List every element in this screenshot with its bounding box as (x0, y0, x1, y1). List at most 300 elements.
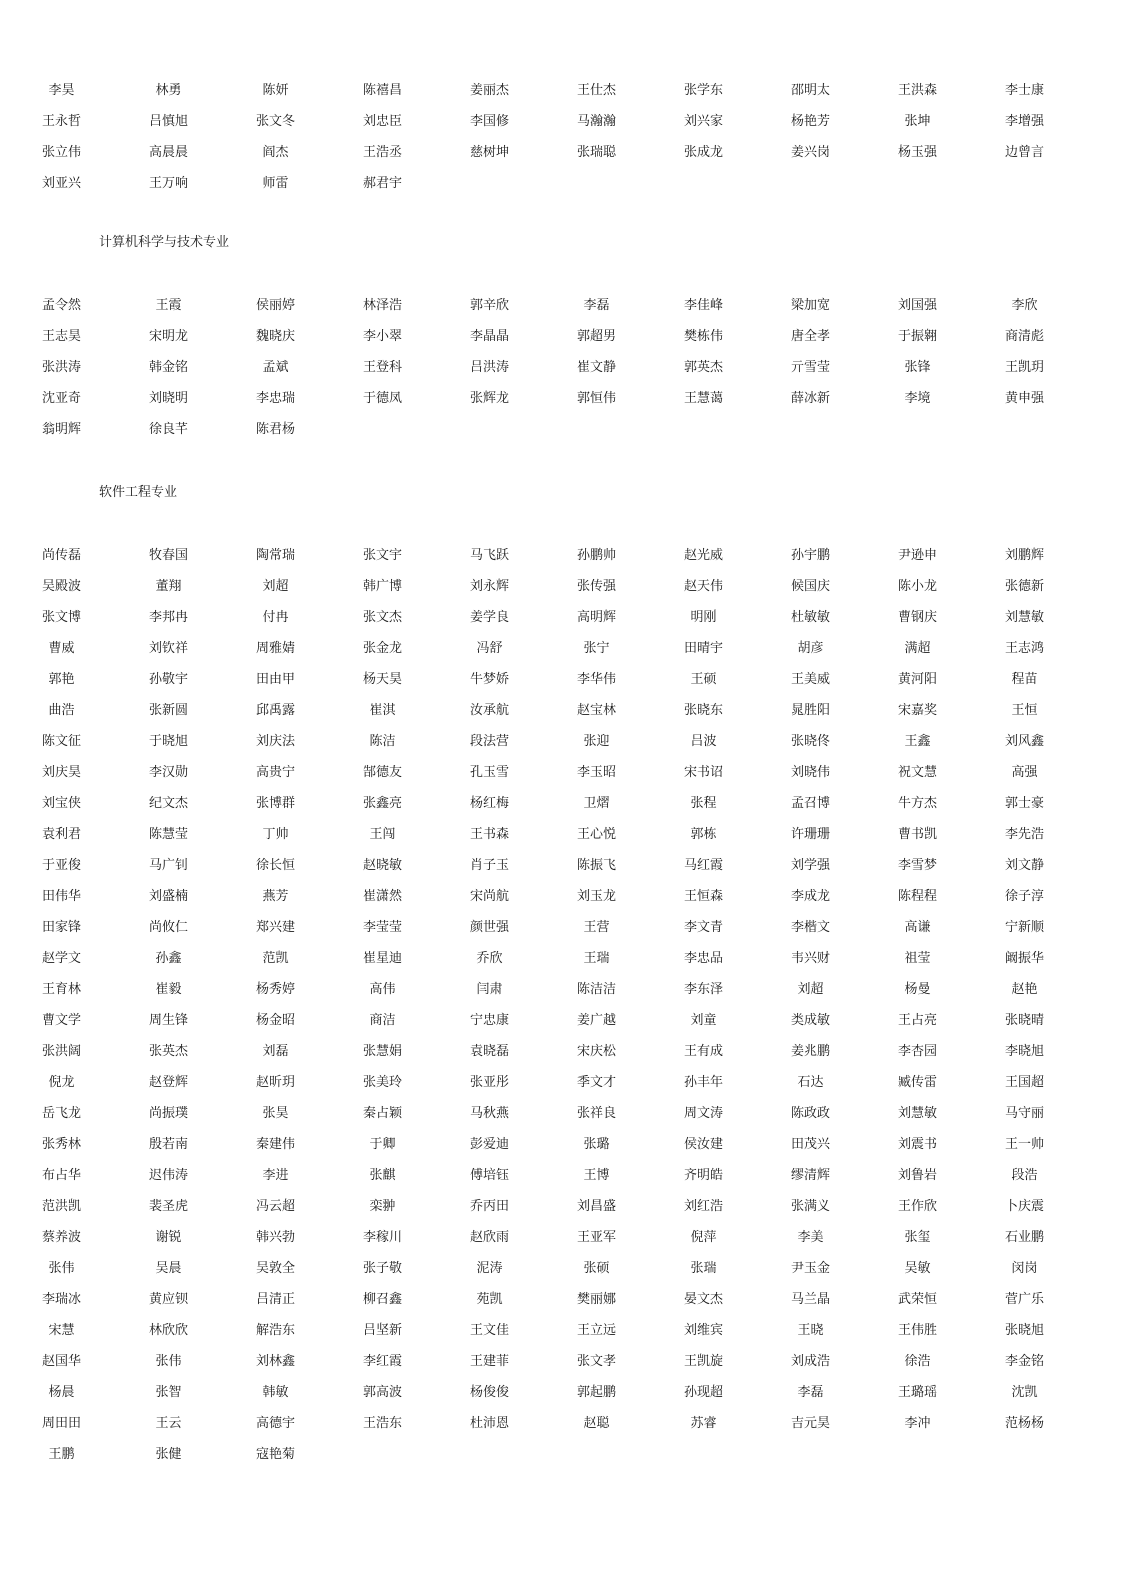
name-cell: 郭栋 (690, 827, 717, 842)
name-cell: 牧春国 (148, 548, 188, 563)
name-cell: 张文博 (41, 610, 81, 625)
name-cell: 张子敬 (362, 1261, 402, 1276)
name-cell: 刘慧敏 (897, 1106, 937, 1121)
name-cell: 崔文静 (576, 360, 616, 375)
name-cell: 高晨晨 (148, 145, 188, 160)
name-cell: 李佳峰 (683, 298, 723, 313)
name-cell: 宋庆松 (576, 1044, 616, 1059)
name-cell: 李晓旭 (1004, 1044, 1044, 1059)
name-cell: 高谦 (904, 920, 931, 935)
name-cell: 杨艳芳 (790, 114, 830, 129)
name-cell: 迟伟涛 (148, 1168, 188, 1183)
name-cell: 郭英杰 (683, 360, 723, 375)
name-cell: 郭起鹏 (576, 1385, 616, 1400)
name-cell: 柳召鑫 (362, 1292, 402, 1307)
name-cell: 张文冬 (255, 114, 295, 129)
name-cell: 李成龙 (790, 889, 830, 904)
name-cell: 陈洁 (369, 734, 396, 749)
name-cell: 王鹏 (48, 1447, 75, 1462)
name-cell: 段法营 (469, 734, 509, 749)
name-cell: 李进 (262, 1168, 289, 1183)
name-cell: 秦建伟 (255, 1137, 295, 1152)
name-cell: 张英杰 (148, 1044, 188, 1059)
name-cell: 徐子淳 (1004, 889, 1044, 904)
name-cell: 李汉勋 (148, 765, 188, 780)
name-cell: 刘晓伟 (790, 765, 830, 780)
name-cell: 孙鑫 (155, 951, 182, 966)
name-cell: 苑凯 (476, 1292, 503, 1307)
name-cell: 张金龙 (362, 641, 402, 656)
name-cell: 梁加宽 (790, 298, 830, 313)
name-cell: 臧传雷 (897, 1075, 937, 1090)
name-cell: 韩敏 (262, 1385, 289, 1400)
name-cell: 李忠品 (683, 951, 723, 966)
name-cell: 王伟胜 (897, 1323, 937, 1338)
name-cell: 郑兴建 (255, 920, 295, 935)
name-cell: 李士康 (1004, 83, 1044, 98)
name-cell: 张洪涛 (41, 360, 81, 375)
name-cell: 王鑫 (904, 734, 931, 749)
name-cell: 周雅婧 (255, 641, 295, 656)
name-cell: 周生锋 (148, 1013, 188, 1028)
name-cell: 姜兆鹏 (790, 1044, 830, 1059)
name-cell: 李华伟 (576, 672, 616, 687)
name-cell: 陈小龙 (897, 579, 937, 594)
name-cell: 吕清正 (255, 1292, 295, 1307)
name-cell: 杨秀婷 (255, 982, 295, 997)
name-cell: 王云 (155, 1416, 182, 1431)
name-cell: 纪文杰 (148, 796, 188, 811)
name-cell: 刘国强 (897, 298, 937, 313)
name-cell: 范凯 (262, 951, 289, 966)
name-cell: 程苗 (1011, 672, 1038, 687)
name-cell: 尚攸仁 (148, 920, 188, 935)
name-cell: 倪萍 (690, 1230, 717, 1245)
name-cell: 刘钦祥 (148, 641, 188, 656)
name-cell: 牛梦娇 (469, 672, 509, 687)
name-cell: 张程 (690, 796, 717, 811)
name-cell: 张硕 (583, 1261, 610, 1276)
name-cell: 刘成浩 (790, 1354, 830, 1369)
name-cell: 傅培钰 (469, 1168, 509, 1183)
name-cell: 尚传磊 (41, 548, 81, 563)
name-cell: 明刚 (690, 610, 717, 625)
name-cell: 高强 (1011, 765, 1038, 780)
name-cell: 吕波 (690, 734, 717, 749)
name-cell: 商洁 (369, 1013, 396, 1028)
name-cell: 郭艳 (48, 672, 75, 687)
name-cell: 张昊 (262, 1106, 289, 1121)
name-cell: 范洪凯 (41, 1199, 81, 1214)
name-cell: 于亚俊 (41, 858, 81, 873)
name-cell: 李文青 (683, 920, 723, 935)
name-cell: 菅广乐 (1004, 1292, 1044, 1307)
name-cell: 岳飞龙 (41, 1106, 81, 1121)
name-cell: 邵明太 (790, 83, 830, 98)
name-cell: 刘宝侠 (41, 796, 81, 811)
name-cell: 齐明皓 (683, 1168, 723, 1183)
name-cell: 李忠瑞 (255, 391, 295, 406)
name-cell: 刘晓明 (148, 391, 188, 406)
name-cell: 于振翱 (897, 329, 937, 344)
name-cell: 宋尚航 (469, 889, 509, 904)
name-cell: 尹逊申 (897, 548, 937, 563)
name-cell: 王立远 (576, 1323, 616, 1338)
name-cell: 张文宇 (362, 548, 402, 563)
name-cell: 刘磊 (262, 1044, 289, 1059)
name-cell: 王恒森 (683, 889, 723, 904)
name-cell: 刘鲁岩 (897, 1168, 937, 1183)
name-cell: 张瑞聪 (576, 145, 616, 160)
name-cell: 牛方杰 (897, 796, 937, 811)
name-cell: 张立伟 (41, 145, 81, 160)
name-cell: 张文杰 (362, 610, 402, 625)
name-cell: 赵宝林 (576, 703, 616, 718)
name-cell: 李玉昭 (576, 765, 616, 780)
name-cell: 郭恒伟 (576, 391, 616, 406)
name-cell: 崔毅 (155, 982, 182, 997)
name-cell: 刘风鑫 (1004, 734, 1044, 749)
name-cell: 沈亚奇 (41, 391, 81, 406)
name-cell: 赵光威 (683, 548, 723, 563)
name-cell: 宋书诏 (683, 765, 723, 780)
name-cell: 张迎 (583, 734, 610, 749)
name-cell: 林泽浩 (362, 298, 402, 313)
name-cell: 王万响 (148, 176, 188, 191)
name-cell: 杜沛恩 (469, 1416, 509, 1431)
name-cell: 尚振璞 (148, 1106, 188, 1121)
name-cell: 高德宇 (255, 1416, 295, 1431)
name-cell: 张瑞 (690, 1261, 717, 1276)
name-cell: 李增强 (1004, 114, 1044, 129)
name-cell: 王书森 (469, 827, 509, 842)
name-cell: 张文孝 (576, 1354, 616, 1369)
name-cell: 吴殿波 (41, 579, 81, 594)
name-cell: 姜学良 (469, 610, 509, 625)
name-cell: 苏睿 (690, 1416, 717, 1431)
name-cell: 侯汝建 (683, 1137, 723, 1152)
name-cell: 赵学文 (41, 951, 81, 966)
name-cell: 张美玲 (362, 1075, 402, 1090)
name-cell: 寇艳菊 (255, 1447, 295, 1462)
name-cell: 张健 (155, 1447, 182, 1462)
name-cell: 冯舒 (476, 641, 503, 656)
section-heading-software-engineering: 软件工程专业 (99, 485, 178, 500)
name-cell: 吴敏 (904, 1261, 931, 1276)
name-cell: 冯云超 (255, 1199, 295, 1214)
name-cell: 张鑫亮 (362, 796, 402, 811)
name-cell: 张成龙 (683, 145, 723, 160)
name-cell: 曹威 (48, 641, 75, 656)
name-cell: 解浩东 (255, 1323, 295, 1338)
name-cell: 王登科 (362, 360, 402, 375)
name-cell: 肖子玉 (469, 858, 509, 873)
name-cell: 周文涛 (683, 1106, 723, 1121)
name-cell: 王心悦 (576, 827, 616, 842)
name-cell: 王有成 (683, 1044, 723, 1059)
name-cell: 杜敏敏 (790, 610, 830, 625)
name-cell: 燕芳 (262, 889, 289, 904)
name-cell: 王国超 (1004, 1075, 1044, 1090)
name-cell: 武荣恒 (897, 1292, 937, 1307)
name-cell: 王永哲 (41, 114, 81, 129)
name-cell: 王凯玥 (1004, 360, 1044, 375)
name-cell: 晁胜阳 (790, 703, 830, 718)
name-cell: 汝承航 (469, 703, 509, 718)
name-cell: 杨俊俊 (469, 1385, 509, 1400)
name-cell: 吕慎旭 (148, 114, 188, 129)
name-cell: 李楷文 (790, 920, 830, 935)
name-cell: 高贵宁 (255, 765, 295, 780)
name-cell: 刘忠臣 (362, 114, 402, 129)
name-cell: 张伟 (48, 1261, 75, 1276)
name-cell: 张洪阔 (41, 1044, 81, 1059)
name-cell: 姜兴岗 (790, 145, 830, 160)
name-cell: 曹文学 (41, 1013, 81, 1028)
name-cell: 李欣 (1011, 298, 1038, 313)
name-cell: 赵聪 (583, 1416, 610, 1431)
name-cell: 彭爱迪 (469, 1137, 509, 1152)
name-cell: 侯丽婷 (255, 298, 295, 313)
name-cell: 杨玉强 (897, 145, 937, 160)
name-cell: 宁新顺 (1004, 920, 1044, 935)
name-grid-software-engineering (8, 540, 1078, 1470)
name-cell: 类成敏 (790, 1013, 830, 1028)
name-cell: 张学东 (683, 83, 723, 98)
name-cell: 韩兴勃 (255, 1230, 295, 1245)
name-cell: 董翔 (155, 579, 182, 594)
name-cell: 张祥良 (576, 1106, 616, 1121)
name-cell: 孙现超 (683, 1385, 723, 1400)
name-cell: 徐良芊 (148, 422, 188, 437)
name-cell: 王恒 (1011, 703, 1038, 718)
name-cell: 薛冰新 (790, 391, 830, 406)
name-cell: 布占华 (41, 1168, 81, 1183)
name-cell: 杨金昭 (255, 1013, 295, 1028)
name-cell: 赵国华 (41, 1354, 81, 1369)
name-cell: 张晓佟 (790, 734, 830, 749)
name-cell: 张锋 (904, 360, 931, 375)
name-cell: 黄应钡 (148, 1292, 188, 1307)
name-cell: 田家锋 (41, 920, 81, 935)
name-cell: 李小翠 (362, 329, 402, 344)
name-cell: 陈洁洁 (576, 982, 616, 997)
name-cell: 田茂兴 (790, 1137, 830, 1152)
name-cell: 于卿 (369, 1137, 396, 1152)
name-cell: 刘超 (262, 579, 289, 594)
name-cell: 崔星迪 (362, 951, 402, 966)
name-cell: 杨红梅 (469, 796, 509, 811)
name-cell: 张新圆 (148, 703, 188, 718)
name-cell: 李红霞 (362, 1354, 402, 1369)
name-cell: 李先浩 (1004, 827, 1044, 842)
name-cell: 刘红浩 (683, 1199, 723, 1214)
name-cell: 孙敬宇 (148, 672, 188, 687)
name-cell: 刘玉龙 (576, 889, 616, 904)
name-cell: 唐全孝 (790, 329, 830, 344)
name-cell: 张慧娟 (362, 1044, 402, 1059)
name-cell: 李杏园 (897, 1044, 937, 1059)
name-cell: 卜庆震 (1004, 1199, 1044, 1214)
name-cell: 吴晨 (155, 1261, 182, 1276)
name-cell: 王作欣 (897, 1199, 937, 1214)
name-cell: 陈禧昌 (362, 83, 402, 98)
name-cell: 王博 (583, 1168, 610, 1183)
name-cell: 李晶晶 (469, 329, 509, 344)
name-cell: 季文才 (576, 1075, 616, 1090)
name-cell: 姜丽杰 (469, 83, 509, 98)
name-cell: 刘亚兴 (41, 176, 81, 191)
name-cell: 乔欣 (476, 951, 503, 966)
name-cell: 周田田 (41, 1416, 81, 1431)
name-cell: 郜德友 (362, 765, 402, 780)
name-cell: 乔丙田 (469, 1199, 509, 1214)
name-cell: 吕洪涛 (469, 360, 509, 375)
name-cell: 边曾言 (1004, 145, 1044, 160)
name-cell: 王浩东 (362, 1416, 402, 1431)
name-cell: 樊栋伟 (683, 329, 723, 344)
name-cell: 赵艳 (1011, 982, 1038, 997)
name-cell: 张璐 (583, 1137, 610, 1152)
name-cell: 马广钊 (148, 858, 188, 873)
name-cell: 石业鹏 (1004, 1230, 1044, 1245)
name-grid-section-1 (8, 75, 1078, 199)
name-cell: 刘兴家 (683, 114, 723, 129)
name-cell: 颜世强 (469, 920, 509, 935)
name-cell: 王仕杰 (576, 83, 616, 98)
name-cell: 曹书凯 (897, 827, 937, 842)
name-cell: 王硕 (690, 672, 717, 687)
name-cell: 王志鸿 (1004, 641, 1044, 656)
name-cell: 王一帅 (1004, 1137, 1044, 1152)
name-cell: 郭高波 (362, 1385, 402, 1400)
name-cell: 李瑞冰 (41, 1292, 81, 1307)
name-cell: 石达 (797, 1075, 824, 1090)
name-cell: 王闯 (369, 827, 396, 842)
name-cell: 李冲 (904, 1416, 931, 1431)
name-cell: 姜广越 (576, 1013, 616, 1028)
name-cell: 杨晨 (48, 1385, 75, 1400)
name-cell: 陈慧莹 (148, 827, 188, 842)
name-cell: 晏文杰 (683, 1292, 723, 1307)
name-cell: 张智 (155, 1385, 182, 1400)
name-cell: 刘学强 (790, 858, 830, 873)
name-cell: 张秀林 (41, 1137, 81, 1152)
name-cell: 魏晓庆 (255, 329, 295, 344)
name-cell: 胡彦 (797, 641, 824, 656)
name-cell: 赵晓敏 (362, 858, 402, 873)
name-cell: 师雷 (262, 176, 289, 191)
name-cell: 栾翀 (369, 1199, 396, 1214)
section-heading-computer-science: 计算机科学与技术专业 (99, 235, 230, 250)
name-grid-computer-science (8, 290, 1078, 445)
name-cell: 李邦冉 (148, 610, 188, 625)
name-cell: 马守丽 (1004, 1106, 1044, 1121)
name-cell: 袁晓磊 (469, 1044, 509, 1059)
name-cell: 吉元昊 (790, 1416, 830, 1431)
name-cell: 陈妍 (262, 83, 289, 98)
name-cell: 田由甲 (255, 672, 295, 687)
name-cell: 殷若南 (148, 1137, 188, 1152)
name-cell: 满超 (904, 641, 931, 656)
name-cell: 刘超 (797, 982, 824, 997)
name-cell: 孙鹏帅 (576, 548, 616, 563)
name-cell: 陈君杨 (255, 422, 295, 437)
name-cell: 李莹莹 (362, 920, 402, 935)
name-cell: 李磊 (797, 1385, 824, 1400)
name-cell: 王璐瑶 (897, 1385, 937, 1400)
name-cell: 张玺 (904, 1230, 931, 1245)
name-cell: 张德新 (1004, 579, 1044, 594)
name-cell: 宋嘉奖 (897, 703, 937, 718)
name-cell: 阚振华 (1004, 951, 1044, 966)
name-cell: 刘昌盛 (576, 1199, 616, 1214)
name-cell: 张亚彤 (469, 1075, 509, 1090)
name-cell: 王亚军 (576, 1230, 616, 1245)
name-cell: 商清彪 (1004, 329, 1044, 344)
name-cell: 宁忠康 (469, 1013, 509, 1028)
name-cell: 李昊 (48, 83, 75, 98)
name-cell: 刘林鑫 (255, 1354, 295, 1369)
name-cell: 李东泽 (683, 982, 723, 997)
name-cell: 张麒 (369, 1168, 396, 1183)
name-cell: 刘鹏辉 (1004, 548, 1044, 563)
name-cell: 张坤 (904, 114, 931, 129)
name-cell: 于德凤 (362, 391, 402, 406)
name-cell: 张晓旭 (1004, 1323, 1044, 1338)
name-cell: 孙丰年 (683, 1075, 723, 1090)
name-cell: 赵昕玥 (255, 1075, 295, 1090)
name-cell: 王建菲 (469, 1354, 509, 1369)
name-cell: 孔玉雪 (469, 765, 509, 780)
name-cell: 孟斌 (262, 360, 289, 375)
name-cell: 陈文征 (41, 734, 81, 749)
name-cell: 阎杰 (262, 145, 289, 160)
name-cell: 于晓旭 (148, 734, 188, 749)
name-cell: 李美 (797, 1230, 824, 1245)
name-cell: 王美威 (790, 672, 830, 687)
name-cell: 刘盛楠 (148, 889, 188, 904)
name-cell: 孟令然 (41, 298, 81, 313)
name-cell: 张晓晴 (1004, 1013, 1044, 1028)
name-cell: 付冉 (262, 610, 289, 625)
name-cell: 林勇 (155, 83, 182, 98)
name-cell: 刘震书 (897, 1137, 937, 1152)
name-cell: 刘永辉 (469, 579, 509, 594)
name-cell: 王文佳 (469, 1323, 509, 1338)
name-cell: 沈凯 (1011, 1385, 1038, 1400)
name-cell: 郝君宇 (362, 176, 402, 191)
name-cell: 袁利君 (41, 827, 81, 842)
name-cell: 倪龙 (48, 1075, 75, 1090)
name-cell: 田伟华 (41, 889, 81, 904)
name-cell: 刘维宾 (683, 1323, 723, 1338)
name-cell: 刘庆法 (255, 734, 295, 749)
name-cell: 李稼川 (362, 1230, 402, 1245)
name-cell: 王洪森 (897, 83, 937, 98)
name-cell: 刘慧敏 (1004, 610, 1044, 625)
name-cell: 郭士豪 (1004, 796, 1044, 811)
name-cell: 郭辛欣 (469, 298, 509, 313)
name-cell: 候国庆 (790, 579, 830, 594)
name-cell: 樊丽娜 (576, 1292, 616, 1307)
name-cell: 蔡养波 (41, 1230, 81, 1245)
name-cell: 刘庆昊 (41, 765, 81, 780)
name-cell: 王晓 (797, 1323, 824, 1338)
name-cell: 缪清辉 (790, 1168, 830, 1183)
name-cell: 李雪梦 (897, 858, 937, 873)
name-cell: 王凯旋 (683, 1354, 723, 1369)
